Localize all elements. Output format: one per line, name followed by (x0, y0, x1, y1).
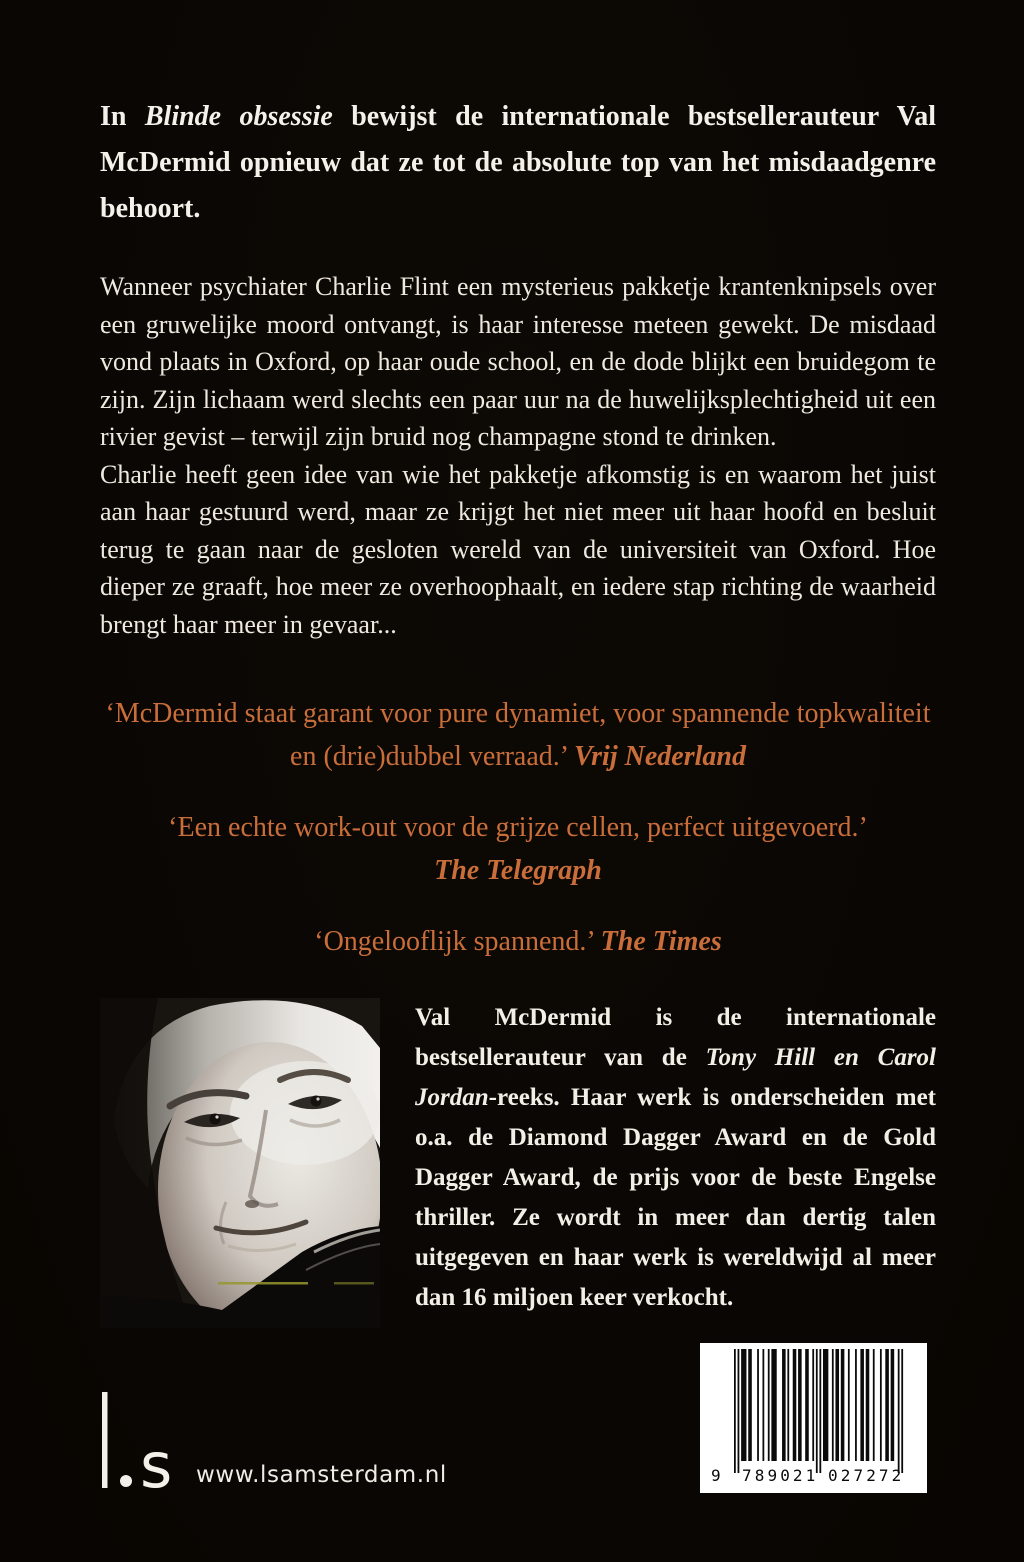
intro-paragraph (100, 94, 936, 232)
intro-rest: bewijst de internationale bestsellerauteur Val McDermid opnieuw dat ze tot de absolute top van het misdaadgenre behoort. (100, 101, 936, 224)
logo-s: s (140, 1429, 173, 1494)
logo-dot (120, 1475, 132, 1487)
synopsis-paragraph-2: Charlie heeft geen idee van wie het pakketje afkomstig is en waarom het juist aan haar gestuurd werd, maar ze krijgt het niet meer uit haar hoofd en besluit terug te gaan naar de gesloten wereld van de universiteit van Oxford. Hoe dieper ze graaft, hoe meer ze overhoophaalt, en iedere stap richting de waarheid brengt haar meer in gevaar... (100, 459, 936, 639)
barcode (700, 1343, 927, 1493)
book-title: Blinde obsessie (144, 101, 333, 132)
author-portrait-illustration (100, 998, 380, 1328)
author-photo (100, 998, 380, 1328)
quote-text: ‘Ongelooflijk spannend.’ (314, 926, 594, 957)
synopsis (100, 268, 936, 643)
quote-times (100, 920, 936, 963)
synopsis-paragraph-1: Wanneer psychiater Charlie Flint een mysterieus pakketje krantenknipsels over een gruwelijke moord ontvangt, is haar interesse meteen gewekt. De misdaad vond plaats in Oxford, op haar oude school, en de dode blijkt een bruidegom te zijn. Zijn lichaam werd slechts een paar uur na de huwelijksplechtigheid uit een rivier gevist – terwijl zijn bruid nog champagne stond te drinken. (100, 272, 936, 451)
press-quotes (100, 692, 936, 991)
bio-part1: Val McDermid is de internationale bestsellerauteur van de (415, 1004, 936, 1071)
isbn-group-1: 789021 (742, 1466, 819, 1485)
quote-source: The Telegraph (434, 855, 602, 886)
scan-line (218, 1282, 308, 1285)
bio-series: Tony Hill en Carol Jordan (415, 1044, 936, 1111)
quote-vrij-nederland (100, 692, 936, 778)
quote-source: The Times (600, 926, 722, 957)
isbn-group-2: 027272 (828, 1466, 905, 1485)
author-section (100, 998, 936, 1328)
quote-text: ‘Een echte work-out voor de grijze cellen, perfect uitgevoerd.’ (168, 812, 868, 843)
publisher-website: www.lsamsterdam.nl (196, 1462, 447, 1488)
quote-source: Vrij Nederland (574, 741, 746, 772)
logo-l-bar (102, 1392, 108, 1488)
isbn-lead-digit: 9 (711, 1466, 721, 1485)
author-bio (415, 998, 936, 1318)
bio-part2: -reeks. Haar werk is onderscheiden met o.a. de Diamond Dagger Award en de Gold Dagger Award, de prijs voor de beste Engelse thriller. Ze wordt in meer dan dertig talen uitgegeven en haar werk is wereldwijd al meer dan 16 miljoen keer verkocht. (415, 1084, 936, 1311)
intro-lead: In (100, 101, 145, 132)
quote-text: ‘McDermid staat garant voor pure dynamiet, voor spannende topkwaliteit en (drie)dubbel verraad.’ (105, 698, 931, 772)
quote-telegraph (100, 806, 936, 892)
